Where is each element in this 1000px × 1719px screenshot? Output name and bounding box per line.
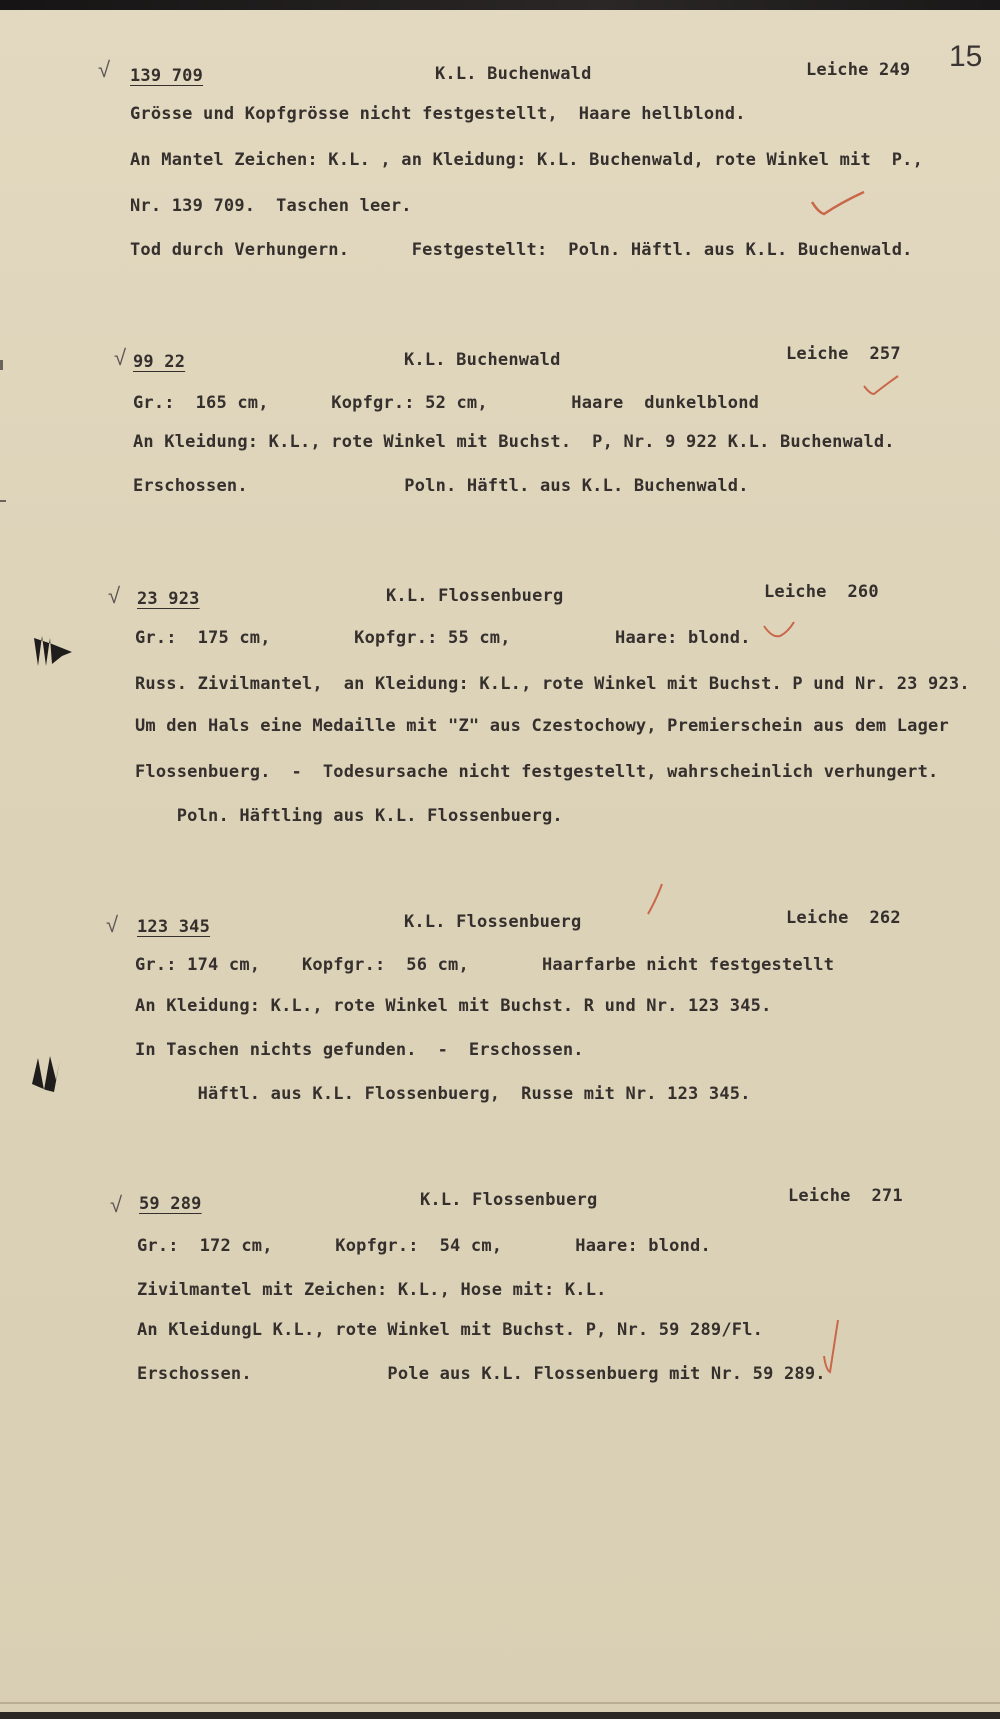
entry-4-line-1: Gr.: 174 cm, Kopfgr.: 56 cm, Haarfarbe nicht festgestellt [135, 955, 835, 975]
check-mark-entry-4: √ [106, 912, 119, 937]
check-mark-entry-3: √ [108, 583, 121, 608]
bottom-fold-line [0, 1702, 1000, 1704]
entry-5-number: 59 289 [139, 1194, 202, 1214]
entry-1-leiche: Leiche 249 [806, 60, 911, 80]
entry-1-line-4: Tod durch Verhungern. Festgestellt: Poln. Häftl. aus K.L. Buchenwald. [130, 240, 913, 260]
entry-3-number: 23 923 [137, 589, 200, 609]
entry-2-number: 99 22 [133, 352, 186, 372]
entry-2-line-2: An Kleidung: K.L., rote Winkel mit Buchst. P, Nr. 9 922 K.L. Buchenwald. [133, 432, 895, 452]
entry-5-line-4: Erschossen. Pole aus K.L. Flossenbuerg mit Nr. 59 289. [137, 1364, 826, 1384]
red-stroke-mark-4 [644, 882, 668, 918]
red-check-mark-3 [762, 618, 798, 642]
check-mark-entry-2: √ [114, 345, 127, 370]
binder-hole-mark-upper [28, 630, 78, 670]
bottom-scan-edge [0, 1712, 1000, 1719]
red-check-mark-1 [808, 188, 868, 218]
entry-1-line-3: Nr. 139 709. Taschen leer. [130, 196, 412, 216]
entry-4-camp: K.L. Flossenbuerg [404, 912, 582, 932]
entry-3-line-1: Gr.: 175 cm, Kopfgr.: 55 cm, Haare: blond. [135, 628, 751, 648]
entry-2-line-3: Erschossen. Poln. Häftl. aus K.L. Buchenwald. [133, 476, 749, 496]
entry-3-camp: K.L. Flossenbuerg [386, 586, 564, 606]
entry-4-line-3: In Taschen nichts gefunden. - Erschossen. [135, 1040, 584, 1060]
entry-4-leiche: Leiche 262 [786, 908, 901, 928]
entry-4-number: 123 345 [137, 917, 211, 937]
entry-2-leiche: Leiche 257 [786, 344, 901, 364]
check-mark-entry-5: √ [110, 1192, 123, 1217]
entry-1-line-2: An Mantel Zeichen: K.L. , an Kleidung: K.L. Buchenwald, rote Winkel mit P., [130, 150, 924, 170]
entry-3-line-5: Poln. Häftling aus K.L. Flossenbuerg. [135, 806, 563, 826]
entry-4-line-2: An Kleidung: K.L., rote Winkel mit Buchst. R und Nr. 123 345. [135, 996, 772, 1016]
entry-4-line-4: Häftl. aus K.L. Flossenbuerg, Russe mit Nr. 123 345. [135, 1084, 751, 1104]
red-check-mark-5 [818, 1316, 848, 1378]
entry-1-number: 139 709 [130, 66, 204, 86]
entry-2-line-1: Gr.: 165 cm, Kopfgr.: 52 cm, Haare dunkelblond [133, 393, 760, 413]
entry-5-line-2: Zivilmantel mit Zeichen: K.L., Hose mit: K.L. [137, 1280, 607, 1300]
entry-3-line-2: Russ. Zivilmantel, an Kleidung: K.L., rote Winkel mit Buchst. P und Nr. 23 923. [135, 674, 970, 694]
binder-hole-mark-lower [26, 1050, 66, 1095]
red-check-mark-2 [862, 372, 902, 398]
margin-scratch-2 [0, 500, 6, 502]
entry-1-line-1: Grösse und Kopfgrösse nicht festgestellt, Haare hellblond. [130, 104, 746, 124]
entry-5-line-1: Gr.: 172 cm, Kopfgr.: 54 cm, Haare: blond. [137, 1236, 711, 1256]
entry-3-line-3: Um den Hals eine Medaille mit "Z" aus Czestochowy, Premierschein aus dem Lager [135, 716, 949, 736]
page-number: 15 [949, 40, 983, 73]
entry-5-camp: K.L. Flossenbuerg [420, 1190, 598, 1210]
margin-scratch [0, 360, 3, 370]
entry-1-camp: K.L. Buchenwald [435, 64, 592, 84]
entry-2-camp: K.L. Buchenwald [404, 350, 561, 370]
entry-3-leiche: Leiche 260 [764, 582, 879, 602]
entry-3-line-4: Flossenbuerg. - Todesursache nicht festgestellt, wahrscheinlich verhungert. [135, 762, 939, 782]
entry-5-leiche: Leiche 271 [788, 1186, 903, 1206]
top-scan-edge [0, 0, 1000, 10]
entry-5-line-3: An KleidungL K.L., rote Winkel mit Buchst. P, Nr. 59 289/Fl. [137, 1320, 764, 1340]
check-mark-entry-1: √ [98, 57, 111, 82]
